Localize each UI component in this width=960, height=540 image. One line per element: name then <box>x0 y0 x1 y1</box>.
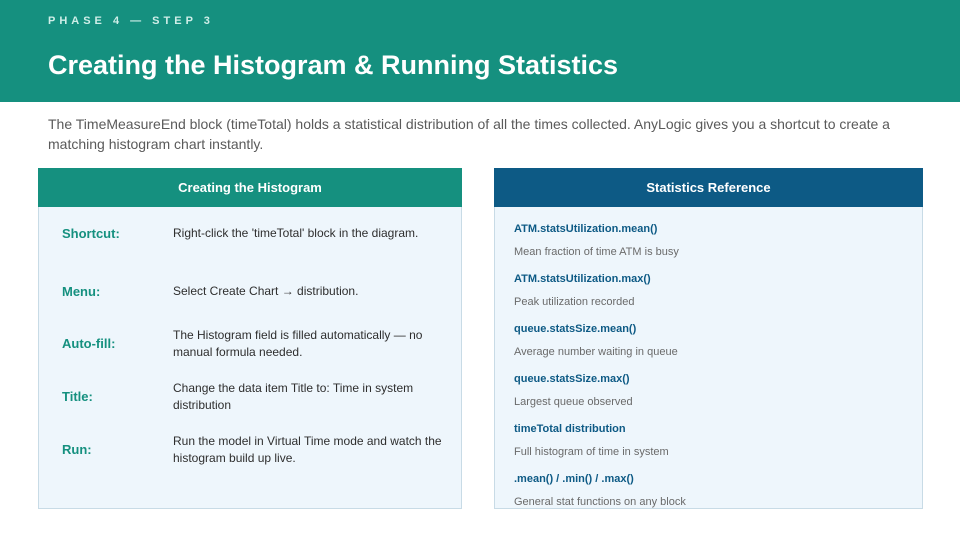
step-label: Shortcut: <box>62 226 120 241</box>
stat-description: Peak utilization recorded <box>514 296 635 308</box>
stat-item <box>514 322 914 359</box>
stat-item <box>514 272 914 309</box>
step-label: Run: <box>62 442 92 457</box>
step-label: Menu: <box>62 284 101 299</box>
stat-item <box>514 422 914 459</box>
phase-step-label: PHASE 4 — STEP 3 <box>48 15 214 27</box>
stat-description: Largest queue observed <box>514 396 633 408</box>
step-row-run <box>39 423 463 476</box>
step-label: Auto-fill: <box>62 336 116 351</box>
step-label: Title: <box>62 389 93 404</box>
stat-function-name: queue.statsSize.mean() <box>514 323 637 335</box>
statistics-panel-title: Statistics Reference <box>494 168 923 207</box>
stat-function-name: ATM.statsUtilization.max() <box>514 273 651 285</box>
stat-description: Full histogram of time in system <box>514 446 669 458</box>
stat-description: Mean fraction of time ATM is busy <box>514 246 679 258</box>
histogram-steps-panel <box>38 168 462 509</box>
step-row-autofill <box>39 317 463 370</box>
slide-header <box>0 0 960 102</box>
stat-item <box>514 372 914 409</box>
stat-function-name: timeTotal distribution <box>514 423 626 435</box>
stat-item <box>514 222 914 259</box>
step-text: Select Create Chart → distribution. <box>173 284 359 298</box>
stat-function-name: queue.statsSize.max() <box>514 373 630 385</box>
stat-function-name: .mean() / .min() / .max() <box>514 473 634 485</box>
step-row-menu <box>39 265 463 318</box>
step-text: Run the model in Virtual Time mode and watch the histogram build up live. <box>173 433 442 465</box>
stat-description: Average number waiting in queue <box>514 346 678 358</box>
slide-title: Creating the Histogram & Running Statistics <box>48 50 619 80</box>
statistics-reference-panel <box>494 168 923 509</box>
histogram-panel-title: Creating the Histogram <box>38 168 462 207</box>
step-text: The Histogram field is filled automatically — no manual formula needed. <box>173 327 423 359</box>
stat-description: General stat functions on any block <box>514 496 686 508</box>
step-row-title <box>39 370 463 423</box>
stat-item <box>514 472 914 509</box>
step-text: Change the data item Title to: Time in system distribution <box>173 380 414 412</box>
stat-function-name: ATM.statsUtilization.mean() <box>514 223 658 235</box>
intro-paragraph: The TimeMeasureEnd block (timeTotal) holds a statistical distribution of all the times collected. AnyLogic gives you a shortcut to create a matching histogram chart instantly. <box>48 116 890 152</box>
step-text: Right-click the 'timeTotal' block in the diagram. <box>173 226 419 240</box>
step-row-shortcut <box>39 207 463 260</box>
